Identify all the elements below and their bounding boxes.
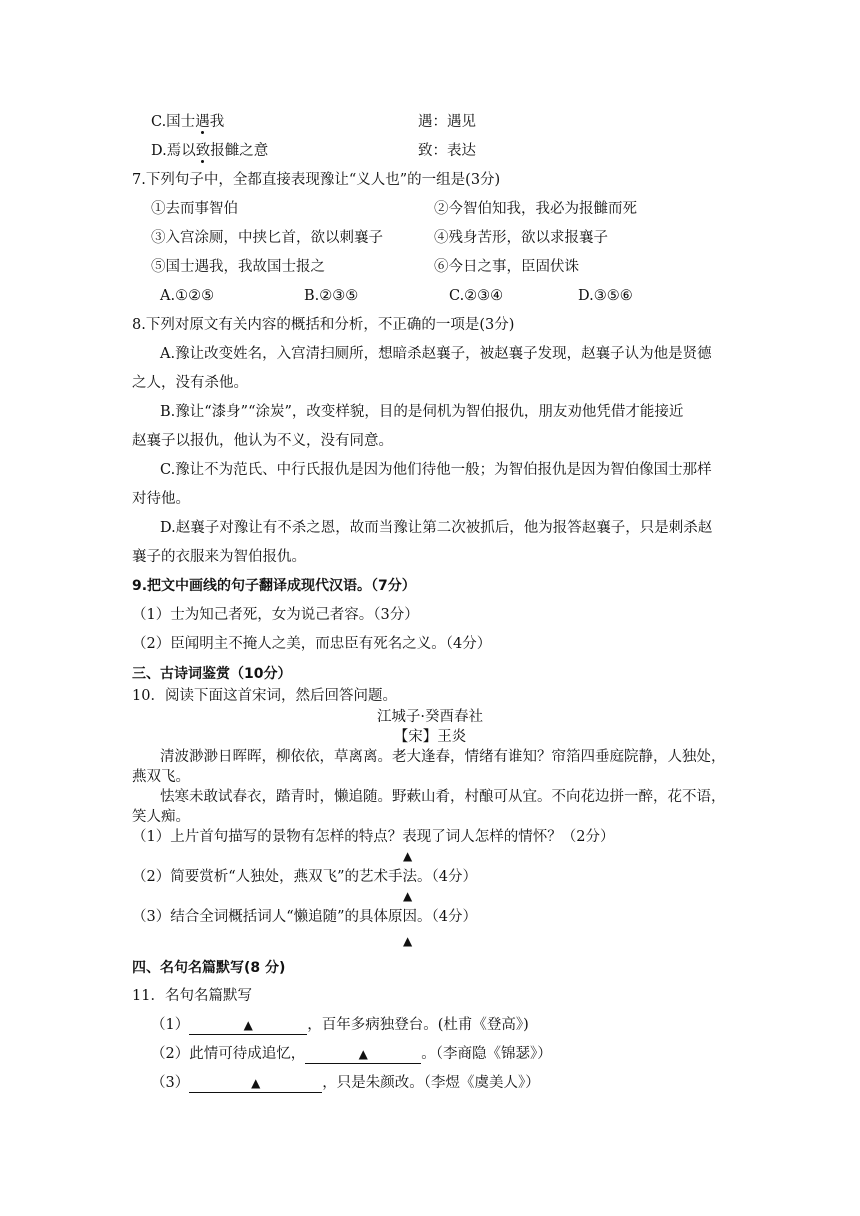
q6-option-c-gloss: 遇：遇见: [418, 114, 476, 130]
q11-stem: 11．名句名篇默写: [132, 988, 252, 1004]
fill-line-1: [151, 1015, 529, 1035]
q8-stem: 8.下列对原文有关内容的概括和分析，不正确的一项是(3分): [132, 317, 515, 333]
q6-d-emphasis-char: 致: [195, 143, 211, 159]
fill-line-2-suffix: 。（李商隐《锦瑟》）: [421, 1046, 552, 1062]
q8-line: 之人，没有杀他。: [132, 375, 248, 391]
section-4-heading: 四、名句名篇默写(8 分): [132, 960, 286, 976]
q7-option-d: D.③⑤⑥: [578, 288, 633, 304]
poem-line: 笑人痴。: [132, 809, 190, 825]
q8-line: C.豫让不为范氏、中行氏报仇是因为他们待他一般；为智伯报仇是因为智伯像国士那样: [160, 462, 712, 478]
fill-line-3-suffix: ，只是朱颜改。（李煜《虞美人》）: [322, 1075, 540, 1091]
q6-option-d-gloss: 致：表达: [418, 143, 476, 159]
q6-option-c: [151, 112, 224, 132]
answer-mark: ▲: [243, 1018, 253, 1032]
q7-option-c: C.②③④: [449, 288, 504, 304]
q8-line: B.豫让“漆身”“涂炭”，改变样貌，目的是伺机为智伯报仇，朋友劝他凭借才能接近: [160, 404, 684, 420]
fill-line-3: [151, 1073, 540, 1093]
poem-line: 清波渺渺日晖晖，柳依依，草离离。老大逢春，情绪有谁知？帘箔四垂庭院静，人独处，: [160, 749, 726, 765]
q6-d-prefix: D.焉以: [151, 143, 196, 159]
fill-line-1-prefix: （1）: [151, 1017, 190, 1033]
q7-option-b: B.②③⑤: [304, 288, 359, 304]
q7-item: ④残身苦形，欲以求报襄子: [434, 230, 608, 246]
q7-item: ③入宫涂厕，中挟匕首，欲以刺襄子: [151, 230, 383, 246]
q8-line: D.赵襄子对豫让有不杀之恩，故而当豫让第二次被抓后，他为报答赵襄子，只是刺杀赵: [160, 520, 713, 536]
poem-line: 燕双飞。: [132, 769, 190, 785]
q10-stem: 10．阅读下面这首宋词，然后回答问题。: [132, 688, 397, 704]
q6-d-suffix: 报雠之意: [210, 143, 269, 159]
fill-line-2-prefix: （2）此情可待成追忆，: [151, 1046, 306, 1062]
q6-c-suffix: 我: [209, 114, 225, 130]
answer-mark: ▲: [403, 934, 413, 948]
poem-author: 【宋】王炎: [393, 729, 467, 745]
fill-blank-1[interactable]: [189, 1016, 307, 1035]
q8-line: 襄子的衣服来为智伯报仇。: [132, 549, 306, 565]
q7-item: ②今智伯知我，我必为报雠而死: [434, 201, 637, 217]
fill-blank-3[interactable]: [189, 1074, 322, 1093]
poem-line: 怯寒未敢试春衣，踏青时，懒追随。野蔌山肴，村酿可从宜。不向花边拼一醉，花不语，: [160, 789, 726, 805]
q8-line: A.豫让改变姓名，入宫清扫厕所，想暗杀赵襄子，被赵襄子发现，赵襄子认为他是贤德: [160, 346, 712, 362]
answer-mark: ▲: [358, 1047, 368, 1061]
q7-item: ⑥今日之事，臣固伏诛: [434, 259, 579, 275]
answer-mark: ▲: [403, 889, 413, 903]
fill-blank-2[interactable]: [305, 1045, 421, 1064]
q8-line: 赵襄子以报仇，他认为不义，没有同意。: [132, 433, 393, 449]
q8-line: 对待他。: [132, 491, 190, 507]
fill-line-1-suffix: ，百年多病独登台。(杜甫《登高》): [307, 1017, 529, 1033]
q6-c-emphasis-char: 遇: [195, 114, 210, 130]
section-3-heading: 三、古诗词鉴赏（10分）: [132, 666, 292, 682]
poem-title: 江城子·癸酉春社: [376, 709, 484, 725]
q9-sentence-2: （2）臣闻明主不掩人之美，而忠臣有死名之义。（4分）: [132, 636, 492, 652]
answer-mark: ▲: [403, 849, 413, 863]
answer-mark: ▲: [251, 1076, 261, 1090]
fill-line-2: [151, 1044, 552, 1064]
q9-sentence-1: （1）士为知己者死，女为说己者容。（3分）: [132, 607, 419, 623]
q6-option-d: [151, 141, 268, 161]
fill-line-3-prefix: （3）: [151, 1075, 190, 1091]
q10-sub-1: （1）上片首句描写的景物有怎样的特点？表现了词人怎样的情怀？（2分）: [132, 829, 615, 845]
q9-stem: 9.把文中画线的句子翻译成现代汉语。（7分）: [132, 578, 416, 594]
q7-item: ⑤国士遇我，我故国士报之: [151, 259, 325, 275]
q7-option-a: A.①②⑤: [160, 288, 215, 304]
q6-c-prefix: C.国士: [151, 114, 196, 130]
q7-item: ①去而事智伯: [151, 201, 238, 217]
q10-sub-2: （2）简要赏析“人独处，燕双飞”的艺术手法。（4分）: [132, 869, 478, 885]
q10-sub-3: （3）结合全词概括词人“懒追随”的具体原因。（4分）: [132, 909, 478, 925]
q7-stem: 7.下列句子中，全都直接表现豫让“义人也”的一组是(3分): [132, 172, 501, 188]
